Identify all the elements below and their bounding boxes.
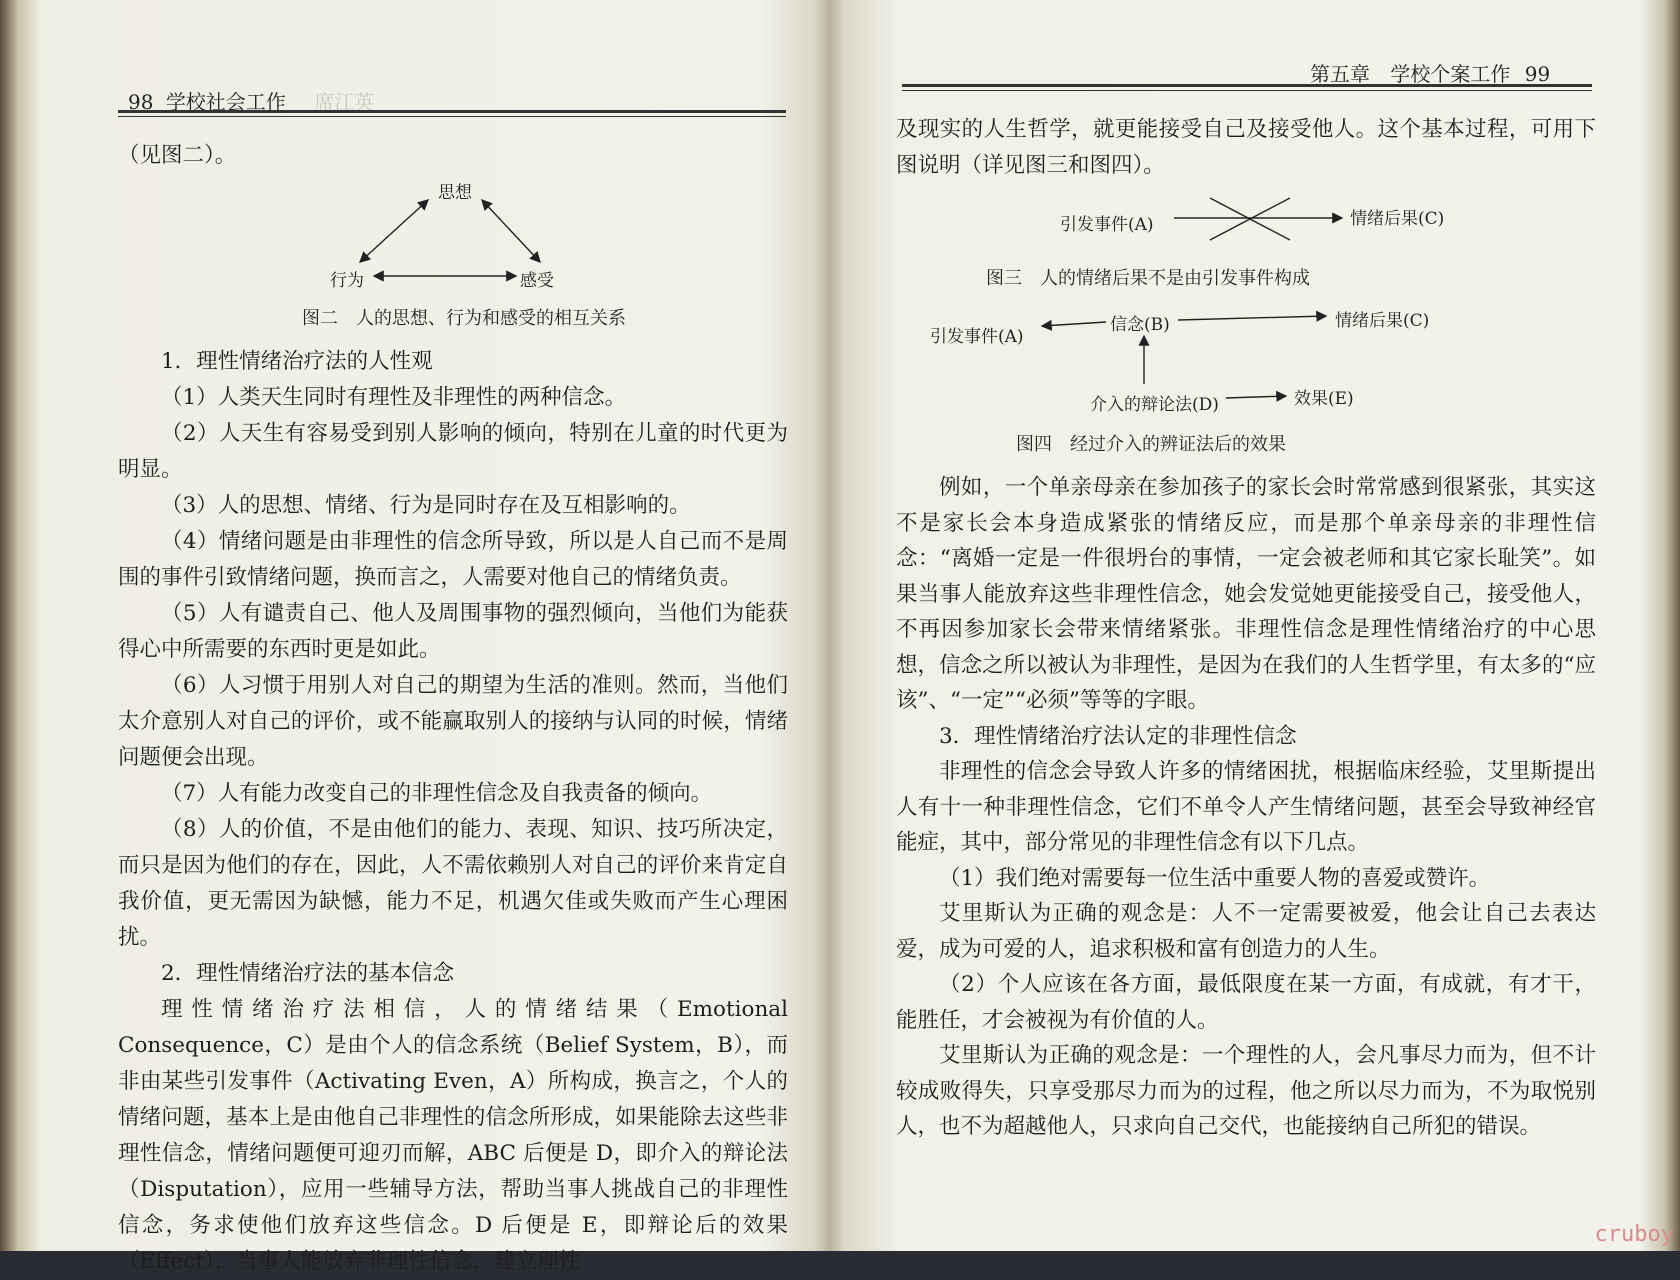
figure2-caption: 图二 人的思想、行为和感受的相互关系 (302, 308, 626, 329)
figure2-node-behavior: 行为 (330, 271, 364, 291)
figure3-label-a: 引发事件(A) (1060, 215, 1154, 235)
figure3-label-c: 情绪后果(C) (1350, 209, 1445, 229)
left-page-number: 98 (128, 90, 154, 114)
right-page-number: 99 (1524, 62, 1551, 86)
right-body (896, 470, 1596, 1145)
right-header-rule-thin (902, 90, 1592, 91)
left-page-running-title: 学校社会工作 (165, 90, 286, 114)
figure4-label-d: 介入的辩论法(D) (1090, 395, 1219, 415)
right-header-rule (902, 84, 1592, 87)
figure3-diagram (1060, 196, 1480, 256)
right-page (830, 0, 1680, 1251)
watermark: cruboy (1594, 1222, 1674, 1247)
right-intro (896, 112, 1596, 184)
intro-line: （见图二）。 (118, 143, 237, 168)
figure4-label-e: 效果(E) (1294, 389, 1354, 409)
figure2-node-thought: 思想 (438, 183, 472, 203)
belief-1-view: 艾里斯认为正确的观念是：人不一定需要被爱，他会让自己去表达爱，成为可爱的人，追求积极和富有创造力的人生。 (896, 901, 1596, 962)
left-page (0, 0, 830, 1274)
section2-paragraph: 理性情绪治疗法相信，人的情绪结果（Emotional Consequence，C）是由个人的信念系统（Belief System，B），而非由某些引发事件（Activating Even，A）所构成，换言之，个人的情绪问题，基本上是由他自己非理性的信念所形成，如果能除去这些非理性信念，情绪问题便可迎刃而解，ABC 后便是 D，即介入的辩论法（Disputation），应用一些辅导方法，帮助当事人挑战自己的非理性信念，务求使他们放弃这些信念。D 后便是 E，即辩论后的效果（Effect），当事人能放弃非理性信念，建立理性 (118, 997, 788, 1274)
section3-heading: 3．理性情绪治疗法认定的非理性信念 (939, 723, 1297, 749)
left-header-rule (118, 110, 786, 113)
left-header-rule-thin (118, 116, 786, 117)
left-page-author: 席江英 (314, 90, 375, 114)
figure3-crossed-arrow (1060, 196, 1480, 256)
figure4-label-c: 情绪后果(C) (1335, 311, 1430, 331)
item-7: （7）人有能力改变自己的非理性信念及自我责备的倾向。 (161, 781, 713, 806)
figure2-arrows (330, 178, 580, 298)
figure4-label-b: 信念(B) (1110, 315, 1170, 335)
right-page-chapter: 第五章 (1310, 62, 1370, 86)
figure4-caption: 图四 经过介入的辨证法后的效果 (1016, 434, 1286, 455)
figure2-diagram (330, 178, 580, 298)
figure4-arrows (930, 306, 1450, 416)
item-4: （4）情绪问题是由非理性的信念所导致，所以是人自己而不是周围的事件引致情绪问题，换而言之，人需要对他自己的情绪负责。 (118, 529, 788, 590)
right-page-running-title: 学校个案工作 (1390, 62, 1511, 86)
figure4-label-a: 引发事件(A) (930, 327, 1024, 347)
item-3: （3）人的思想、情绪、行为是同时存在及互相影响的。 (161, 493, 691, 518)
item-5: （5）人有谴责自己、他人及周围事物的强烈倾向，当他们为能获得心中所需要的东西时更是如此。 (118, 601, 788, 662)
item-1: （1）人类天生同时有理性及非理性的两种信念。 (161, 385, 627, 410)
figure2-node-feeling: 感受 (520, 271, 554, 291)
section2-heading: 2．理性情绪治疗法的基本信念 (161, 961, 455, 986)
belief-1: （1）我们绝对需要每一位生活中重要人物的喜爱或赞许。 (939, 865, 1491, 891)
figure4-diagram (930, 306, 1450, 416)
belief-2-view: 艾里斯认为正确的观念是：一个理性的人，会凡事尽力而为，但不计较成败得失，只享受那尽力而为的过程，他之所以尽力而为，不为取悦别人，也不为超越他人，只求向自己交代，也能接纳自己所犯的错误。 (896, 1043, 1596, 1139)
section1-heading: 1．理性情绪治疗法的人性观 (161, 349, 433, 374)
belief-2: （2）个人应该在各方面，最低限度在某一方面，有成就，有才干，能胜任，才会被视为有价值的人。 (896, 972, 1596, 1033)
left-intro (118, 138, 788, 174)
item-6: （6）人习惯于用别人对自己的期望为生活的准则。然而，当他们太介意别人对自己的评价，或不能赢取别人的接纳与认同的时候，情绪问题便会出现。 (118, 673, 788, 770)
left-body (118, 344, 788, 1280)
right-page-header (1310, 58, 1550, 87)
figure3-caption: 图三 人的情绪后果不是由引发事件构成 (986, 268, 1310, 289)
right-intro-paragraph: 及现实的人生哲学，就更能接受自己及接受他人。这个基本过程，可用下图说明（详见图三和图四）。 (896, 117, 1596, 178)
example-paragraph: 例如，一个单亲母亲在参加孩子的家长会时常常感到很紧张，其实这不是家长会本身造成紧张的情绪反应，而是那个单亲母亲的非理性信念：“离婚一定是一件很坍台的事情，一定会被老师和其它家长耻笑”。如果当事人能放弃这些非理性信念，她会发觉她更能接受自己，接受他人，不再因参加家长会带来情绪紧张。非理性信念是理性情绪治疗的中心思想，信念之所以被认为非理性，是因为在我们的人生哲学里，有太多的“应该”、“一定”“必须”等等的字眼。 (896, 475, 1596, 713)
item-8: （8）人的价值，不是由他们的能力、表现、知识、技巧所决定，而只是因为他们的存在，因此，人不需依赖别人对自己的评价来肯定自我价值，更无需因为缺憾，能力不足，机遇欠佳或失败而产生心理困扰。 (118, 817, 788, 950)
section3-paragraph: 非理性的信念会导致人许多的情绪困扰，根据临床经验，艾里斯提出人有十一种非理性信念，它们不单令人产生情绪问题，甚至会导致神经官能症，其中，部分常见的非理性信念有以下几点。 (896, 759, 1596, 855)
item-2: （2）人天生有容易受到别人影响的倾向，特别在儿童的时代更为明显。 (118, 421, 788, 482)
